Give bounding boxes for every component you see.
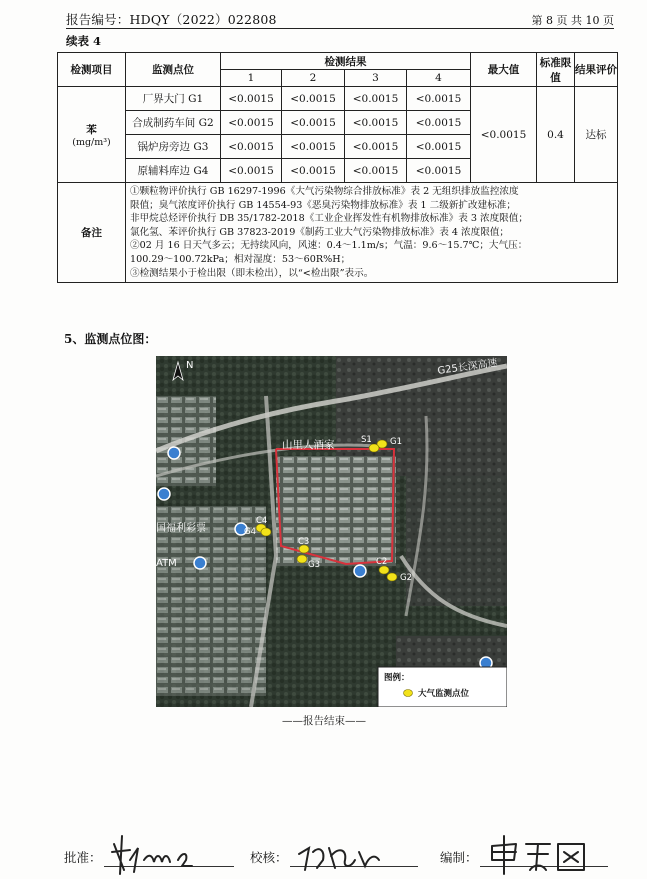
- value-cell: <0.0015: [282, 87, 345, 111]
- value-cell: <0.0015: [282, 111, 345, 135]
- review-signature: [295, 830, 395, 878]
- notes-row: [58, 183, 618, 283]
- page-number: 第 8 页 共 10 页: [531, 14, 614, 27]
- note-line: 100.29～100.72kPa；相对湿度：53～60R%H；: [130, 253, 351, 265]
- table-continued-label: 续表 4: [66, 34, 102, 48]
- col-header-eval: 结果评价: [575, 53, 618, 87]
- result-col-2: 2: [282, 70, 345, 87]
- prepare-label: 编制：: [440, 850, 478, 865]
- monitoring-point-s1: [369, 444, 379, 452]
- result-col-4: 4: [407, 70, 471, 87]
- value-cell: <0.0015: [407, 87, 471, 111]
- legend-item-label: 大气监测点位: [418, 689, 470, 699]
- result-col-1: 1: [221, 70, 282, 87]
- note-line: 限值；臭气浓度评价执行 GB 14554-93《恶臭污染物排放标准》表 1 二级新扩改建标准；: [130, 199, 516, 211]
- legend-point-swatch: [404, 690, 413, 697]
- note-line: ①颗粒物评价执行 GB 16297-1996《大气污染物综合排放标准》表 2 无组织排放监控浓度: [130, 186, 519, 197]
- legend-title: 图例：: [384, 673, 410, 683]
- source-label-c4: C4: [256, 516, 268, 526]
- section-title: 5、监测点位图：: [64, 332, 157, 346]
- monitoring-point-c2: [379, 566, 389, 574]
- source-label-c2: C2: [376, 557, 388, 567]
- note-line: ③检测结果小于检出限（即未检出），以“<检出限”表示。: [130, 267, 374, 279]
- report-header: [66, 8, 614, 29]
- value-cell: <0.0015: [407, 159, 471, 183]
- notes-label: 备注: [58, 183, 126, 283]
- table-row: [58, 87, 618, 111]
- place-label: 山里人酒家: [282, 439, 335, 451]
- monitoring-point-g3: [297, 555, 307, 563]
- atm-label: ATM: [156, 558, 177, 569]
- item-cell: [58, 87, 126, 183]
- point-label-g4: G4: [244, 527, 256, 537]
- point-label-g1: G1: [390, 437, 402, 447]
- value-cell: <0.0015: [407, 135, 471, 159]
- item-name: 苯: [86, 123, 97, 136]
- source-label-c3: C3: [298, 537, 310, 547]
- approve-signature: [108, 830, 208, 878]
- max-value-cell: <0.0015: [471, 87, 537, 183]
- location-cell: 原辅料库边 G4: [126, 159, 221, 183]
- value-cell: <0.0015: [282, 135, 345, 159]
- value-cell: <0.0015: [221, 135, 282, 159]
- road-label: G25长深高速: [436, 357, 499, 377]
- limit-cell: 0.4: [537, 87, 575, 183]
- note-line: 非甲烷总烃评价执行 DB 35/1782-2018《工业企业挥发性有机物排放标准》表 3 浓度限值；: [130, 213, 528, 225]
- evaluation-cell: 达标: [575, 87, 618, 183]
- col-header-results: 检测结果: [221, 53, 471, 70]
- report-end-text: ——报告结束——: [282, 715, 366, 727]
- result-col-3: 3: [345, 70, 407, 87]
- value-cell: <0.0015: [407, 111, 471, 135]
- col-header-location: 监测点位: [126, 53, 221, 87]
- item-unit: (mg/m³): [72, 136, 111, 148]
- map-legend: [378, 667, 507, 707]
- value-cell: <0.0015: [345, 111, 407, 135]
- source-label-s1: S1: [361, 435, 372, 445]
- value-cell: <0.0015: [345, 87, 407, 111]
- value-cell: <0.0015: [282, 159, 345, 183]
- value-cell: <0.0015: [345, 159, 407, 183]
- report-number: 报告编号：HDQY（2022）022808: [66, 12, 277, 27]
- north-label: N: [186, 360, 194, 371]
- col-header-item: 检测项目: [58, 53, 126, 87]
- point-label-g2: G2: [400, 573, 412, 583]
- col-header-max: 最大值: [471, 53, 537, 87]
- value-cell: <0.0015: [345, 135, 407, 159]
- review-label: 校核：: [250, 850, 288, 865]
- value-cell: <0.0015: [221, 111, 282, 135]
- location-cell: 锅炉房旁边 G3: [126, 135, 221, 159]
- value-cell: <0.0015: [221, 87, 282, 111]
- location-cell: 厂界大门 G1: [126, 87, 221, 111]
- note-line: ②02 月 16 日天气多云；无持续风向，风速：0.4～1.1m/s；气温：9.6～15.7℃；大气压：: [130, 240, 528, 252]
- monitoring-point-g2: [387, 573, 397, 581]
- approve-label: 批准：: [64, 850, 102, 865]
- point-label-g3: G3: [308, 560, 320, 570]
- notes-cell: [126, 183, 618, 283]
- prepare-signature: [486, 830, 596, 878]
- col-header-limit: 标准限值: [537, 53, 575, 87]
- location-cell: 合成制药车间 G2: [126, 111, 221, 135]
- monitoring-point-c4: [261, 528, 271, 536]
- note-line: 氯化氢、苯评价执行 GB 37823-2019《制药工业大气污染物排放标准》表 4 浓度限值；: [130, 226, 510, 238]
- value-cell: <0.0015: [221, 159, 282, 183]
- results-table: [57, 52, 618, 283]
- lottery-label: 国福利彩票: [156, 523, 206, 534]
- monitoring-point-map: [156, 356, 507, 707]
